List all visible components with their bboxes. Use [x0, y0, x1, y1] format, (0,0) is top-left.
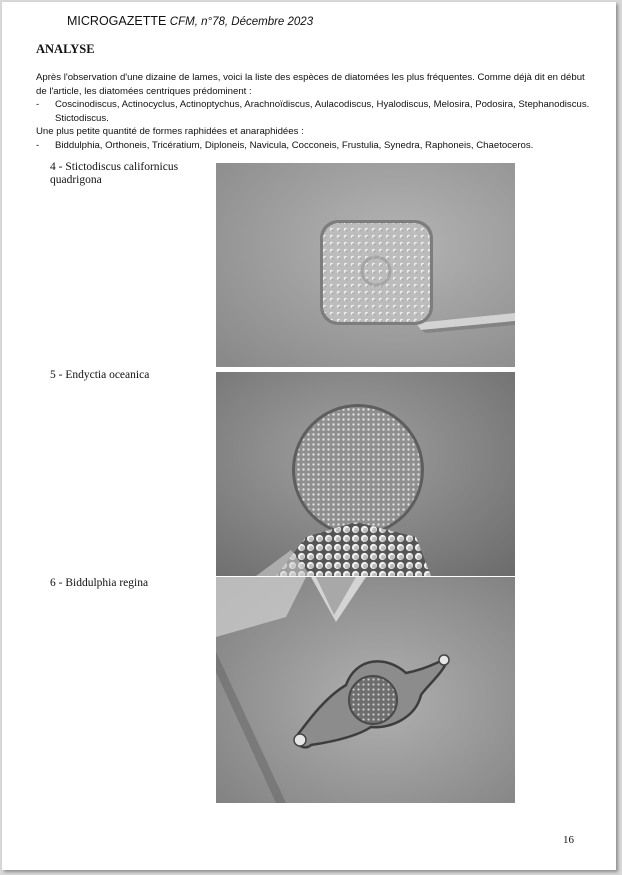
- section-title: ANALYSE: [36, 42, 95, 56]
- figure-4-caption: 4 - Stictodiscus californicus quadrigona: [50, 161, 179, 186]
- intro-text: [36, 71, 596, 153]
- centric-species-list: [36, 98, 596, 125]
- publication-name: MICROGAZETTE: [67, 14, 167, 28]
- page-number: 16: [563, 834, 574, 846]
- raphid-species-list: [36, 139, 596, 153]
- intro-paragraph: Après l'observation d'une dizaine de lames, voici la liste des espèces de diatomées les plus fréquentes. Comme déjà dit en début de l'article, les diatomées centriques prédominent :: [36, 72, 585, 97]
- raphid-species-text: Biddulphia, Orthoneis, Tricératium, Diploneis, Navicula, Cocconeis, Frustulia, Synedra, Raphoneis, Chaetoceros.: [55, 139, 534, 151]
- issue-info: CFM, n°78, Décembre 2023: [169, 16, 314, 28]
- figure-4-micrograph: [216, 163, 515, 367]
- document-page: [2, 2, 616, 870]
- figure-6-micrograph: [216, 577, 515, 803]
- list-dash: -: [36, 139, 40, 151]
- figure-6-caption: 6 - Biddulphia regina: [50, 577, 149, 589]
- list-dash: -: [36, 99, 40, 111]
- raphid-intro: Une plus petite quantité de formes raphidées et anaraphidées :: [36, 126, 304, 138]
- centric-species-text: Coscinodiscus, Actinocyclus, Actinoptychus, Arachnoïdiscus, Aulacodiscus, Hyalodiscus, Melosira, Podosira, Stephanodiscus. Stictodiscus.: [55, 99, 590, 124]
- running-header: [67, 14, 313, 28]
- figure-5-caption: 5 - Endyctia oceanica: [50, 369, 150, 381]
- figure-5-micrograph: [216, 372, 515, 576]
